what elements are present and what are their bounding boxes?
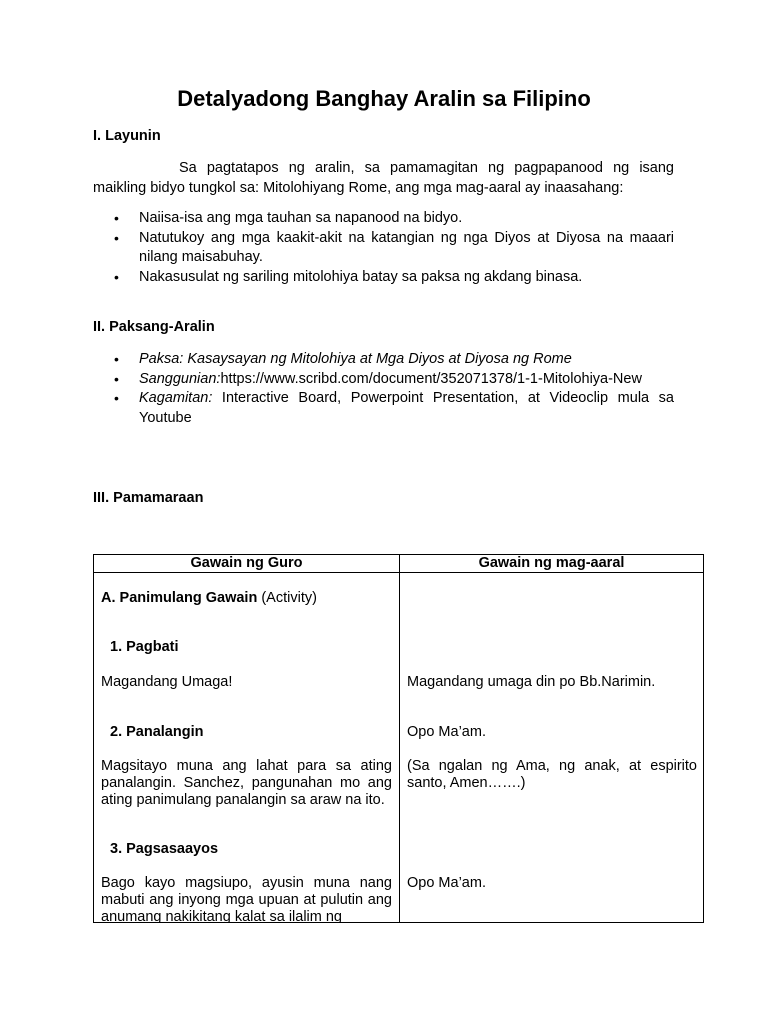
list-item bbox=[93, 229, 674, 268]
list-item bbox=[93, 209, 674, 229]
teacher-greeting: Magandang Umaga! bbox=[101, 674, 233, 690]
objectives-list bbox=[93, 209, 674, 287]
bullet-icon: • bbox=[114, 370, 119, 387]
student-prayer-response: (Sa ngalan ng Ama, ng anak, at espirito santo, Amen…….) bbox=[407, 758, 697, 791]
list-item bbox=[93, 389, 674, 428]
list-item bbox=[93, 370, 674, 390]
document-title: Detalyadong Banghay Aralin sa Filipino bbox=[177, 86, 591, 111]
bullet-icon: • bbox=[114, 229, 119, 246]
objective-text: Nakasusulat ng sariling mitolohiya batay sa paksa ng akdang binasa. bbox=[139, 268, 583, 285]
column-header-teacher: Gawain ng Guro bbox=[190, 555, 303, 571]
list-item bbox=[93, 268, 674, 288]
activity-label-suffix: (Activity) bbox=[257, 590, 317, 606]
bullet-icon: • bbox=[114, 390, 119, 406]
kagamitan-value: Interactive Board, Powerpoint Presentation, at Videoclip mula sa Youtube bbox=[139, 390, 674, 426]
student-prayer-ack: Opo Ma’am. bbox=[407, 724, 486, 740]
list-item bbox=[93, 350, 674, 370]
step-pagbati: 1. Pagbati bbox=[110, 639, 179, 655]
paksa-label: Paksa: Kasaysayan ng Mitolohiya at Mga Diyos at Diyosa ng Rome bbox=[139, 351, 572, 367]
sanggunian-url: https://www.scribd.com/document/352071378/1-1-Mitolohiya-New bbox=[220, 370, 642, 387]
section-heading-pamamaraan: III. Pamamaraan bbox=[93, 490, 204, 506]
step-pagsasaayos: 3. Pagsasaayos bbox=[110, 841, 219, 857]
objective-text: Natutukoy ang mga kaakit-akit na katangian ng nga Diyos at Diyosa na maaari nilang maisabuhay. bbox=[139, 229, 674, 265]
step-panalangin: 2. Panalangin bbox=[110, 724, 204, 740]
teacher-prayer-instruction: Magsitayo muna ang lahat para sa ating panalangin. Sanchez, pangunahan mo ang ating panimulang panalangin sa araw na ito. bbox=[101, 758, 392, 808]
objective-text: Naiisa-isa ang mga tauhan sa napanood na bidyo. bbox=[139, 210, 463, 226]
bullet-icon: • bbox=[114, 351, 119, 367]
section-heading-paksang-aralin: II. Paksang-Aralin bbox=[93, 319, 215, 335]
activity-label bbox=[101, 590, 393, 607]
procedure-table bbox=[93, 554, 704, 923]
subject-matter-list bbox=[93, 350, 674, 428]
objective-intro-text: Sa pagtatapos ng aralin, sa pamamagitan ng pagpapanood ng isang maikling bidyo tungkol sa: Mitolohiyang Rome, ang mga mag-aaral ay inaasahang: bbox=[93, 160, 674, 196]
activity-label-bold: A. Panimulang Gawain bbox=[101, 590, 258, 606]
header-divider bbox=[94, 572, 703, 573]
objective-intro-paragraph bbox=[93, 158, 674, 198]
sanggunian-label: Sanggunian: bbox=[139, 370, 221, 387]
student-arrange-ack: Opo Ma’am. bbox=[407, 875, 486, 891]
student-greeting: Magandang umaga din po Bb.Narimin. bbox=[407, 674, 656, 690]
section-heading-layunin: I. Layunin bbox=[93, 128, 161, 144]
kagamitan-label: Kagamitan: bbox=[139, 390, 213, 406]
teacher-arrange-instruction: Bago kayo magsiupo, ayusin muna nang mabuti ang inyong mga upuan at pulutin ang anumang nakikitang kalat sa ilalim ng bbox=[101, 875, 392, 923]
column-divider bbox=[399, 555, 400, 922]
bullet-icon: • bbox=[114, 210, 119, 226]
bullet-icon: • bbox=[114, 268, 119, 285]
column-header-student: Gawain ng mag-aaral bbox=[478, 555, 625, 571]
